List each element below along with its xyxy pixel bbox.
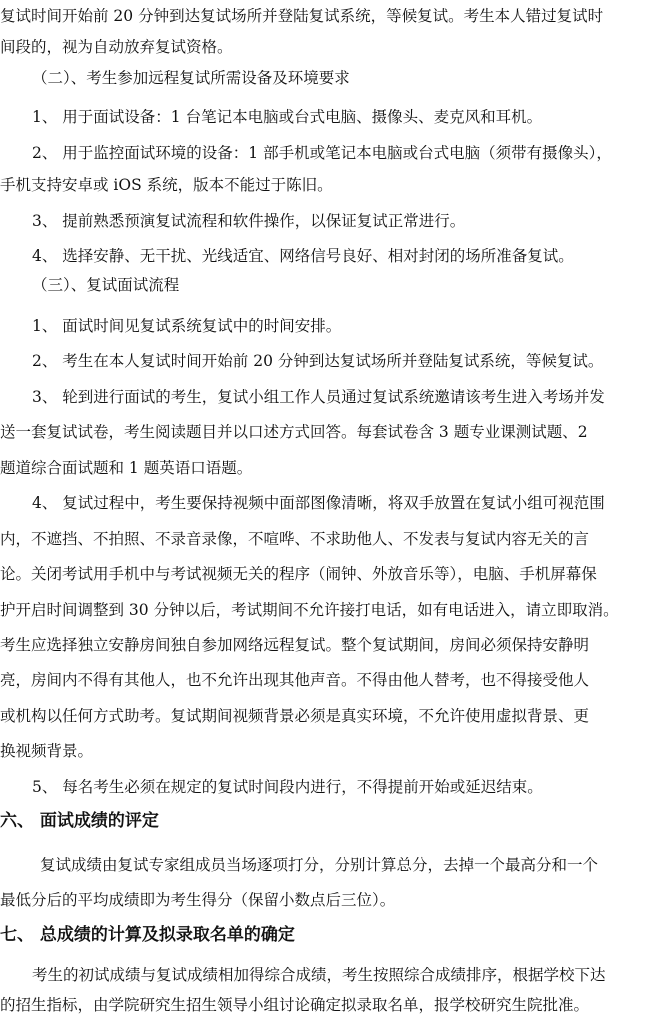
paragraph-line: 间段的，视为自动放弃复试资格。: [0, 38, 233, 56]
list-item: 5、 每名考生必须在规定的复试时间段内进行，不得提前开始或延迟结束。: [32, 778, 543, 796]
paragraph-line: 复试时间开始前 20 分钟到达复试场所并登陆复试系统，等候复试。考生本人错过复试时: [0, 7, 604, 25]
paragraph-line: 手机支持安卓或 iOS 系统，版本不能过于陈旧。: [0, 176, 333, 194]
list-item: 1、 用于面试设备：1 台笔记本电脑或台式电脑、摄像头、麦克风和耳机。: [32, 108, 543, 126]
list-item: 1、 面试时间见复试系统复试中的时间安排。: [32, 317, 342, 335]
paragraph-line: 考生应选择独立安静房间独自参加网络远程复试。整个复试期间，房间必须保持安静明: [0, 636, 590, 654]
list-item: 2、 考生在本人复试时间开始前 20 分钟到达复试场所并登陆复试系统，等候复试。: [32, 352, 604, 370]
paragraph-line: 复试成绩由复试专家组成员当场逐项打分，分别计算总分，去掉一个最高分和一个: [40, 856, 599, 874]
paragraph-line: 内，不遮挡、不拍照、不录音录像，不喧哗、不求助他人、不发表与复试内容无关的言: [0, 530, 590, 548]
paragraph-line: 换视频背景。: [0, 742, 94, 760]
section-subheading: （二）、考生参加远程复试所需设备及环境要求: [32, 69, 350, 87]
list-item: 4、 复试过程中，考生要保持视频中面部图像清晰，将双手放置在复试小组可视范围: [32, 494, 605, 512]
paragraph-line: 送一套复试试卷，考生阅读题目并以口述方式回答。每套试卷含 3 题专业课测试题、2: [0, 423, 588, 441]
paragraph-line: 的招生指标，由学院研究生招生领导小组讨论确定拟录取名单，报学校研究生院批准。: [0, 996, 590, 1014]
section-heading: 六、 面试成绩的评定: [0, 811, 159, 831]
paragraph-line: 护开启时间调整到 30 分钟以后，考试期间不允许接打电话，如有电话进入，请立即取消。: [0, 601, 619, 619]
list-item: 3、 轮到进行面试的考生，复试小组工作人员通过复试系统邀请该考生进入考场并发: [32, 388, 605, 406]
paragraph-line: 亮，房间内不得有其他人，也不允许出现其他声音。不得由他人替考，也不得接受他人: [0, 671, 590, 689]
section-heading: 七、 总成绩的计算及拟录取名单的确定: [0, 925, 295, 945]
paragraph-line: 题道综合面试题和 1 题英语口语题。: [0, 459, 253, 477]
section-subheading: （三）、复试面试流程: [32, 276, 180, 294]
paragraph-line: 论。关闭考试用手机中与考试视频无关的程序（闹钟、外放音乐等），电脑、手机屏幕保: [0, 565, 597, 583]
paragraph-line: 最低分后的平均成绩即为考生得分（保留小数点后三位）。: [0, 891, 396, 909]
paragraph-line: 或机构以任何方式助考。复试期间视频背景必须是真实环境，不允许使用虚拟背景、更: [0, 707, 590, 725]
paragraph-line: 考生的初试成绩与复试成绩相加得综合成绩，考生按照综合成绩排序，根据学校下达: [32, 966, 606, 984]
list-item: 4、 选择安静、无干扰、光线适宜、网络信号良好、相对封闭的场所准备复试。: [32, 247, 574, 265]
list-item: 3、 提前熟悉预演复试流程和软件操作，以保证复试正常进行。: [32, 212, 466, 230]
list-item: 2、 用于监控面试环境的设备：1 部手机或笔记本电脑或台式电脑（须带有摄像头），: [32, 144, 612, 162]
